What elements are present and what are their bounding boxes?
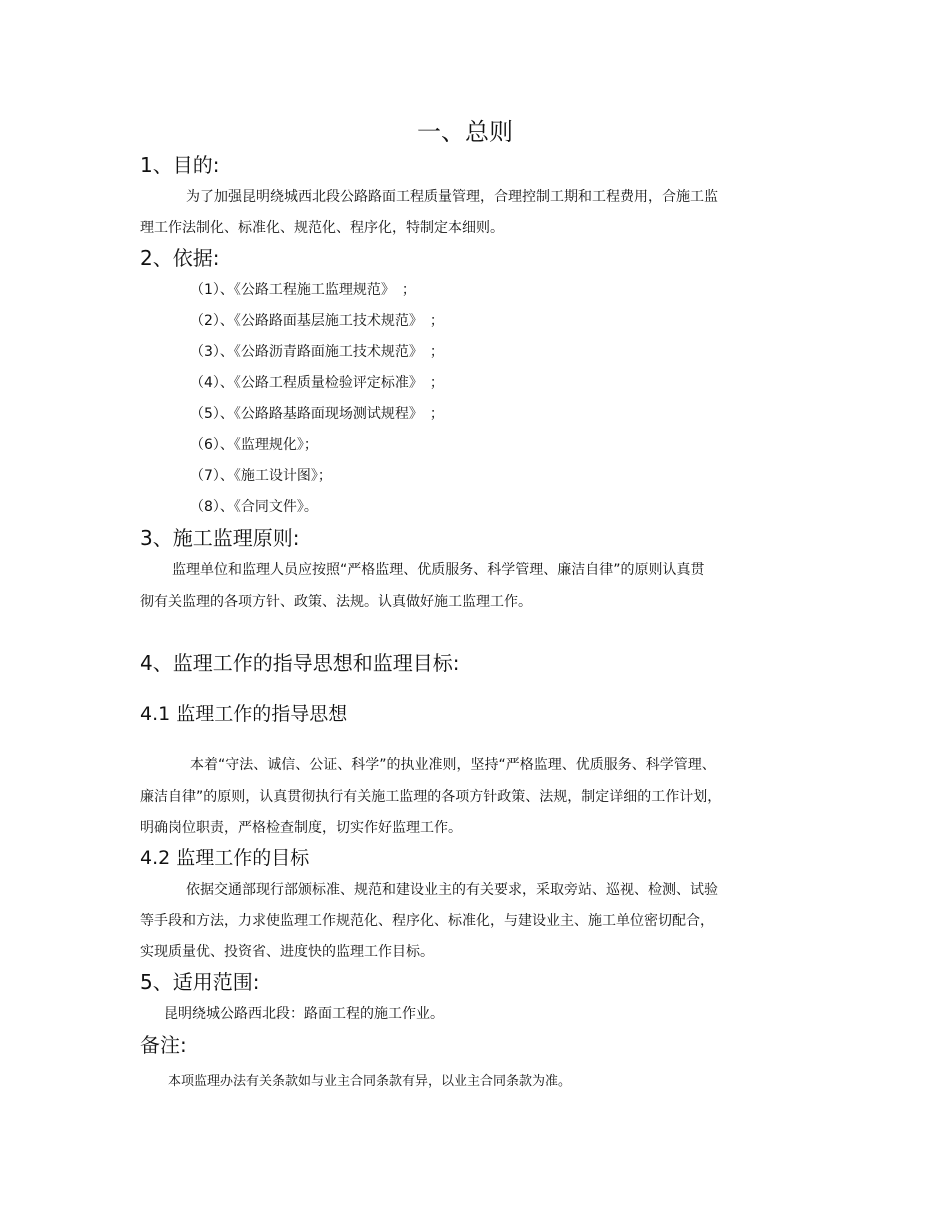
list-item: （1）、《公路工程施工监理规范》 ； — [190, 282, 416, 298]
paragraph-line: 理工作法制化、标准化、规范化、程序化，特制定本细则。 — [140, 220, 504, 236]
paragraph-line: 实现质量优、投资省、进度快的监理工作目标。 — [140, 944, 434, 960]
section-heading: 1、目的: — [140, 153, 220, 177]
subsection-heading: 4.2 监理工作的目标 — [140, 847, 310, 869]
section-heading: 4、监理工作的指导思想和监理目标: — [140, 651, 460, 675]
paragraph-line: 监理单位和监理人员应按照“严格监理、优质服务、科学管理、廉洁自律”的原则认真贯 — [172, 562, 705, 578]
section-heading: 3、施工监理原则: — [140, 526, 300, 550]
paragraph-line: 明确岗位职责，严格检查制度，切实作好监理工作。 — [140, 820, 462, 836]
list-item: （6）、《监理规化》； — [190, 437, 318, 453]
list-item: （3）、《公路沥青路面施工技术规范》 ； — [190, 344, 444, 360]
section-heading: 5、适用范围: — [140, 970, 260, 994]
paragraph-line: 本着“守法、诚信、公证、科学”的执业准则，坚持“严格监理、优质服务、科学管理、 — [190, 757, 716, 773]
paragraph-line: 等手段和方法，力求使监理工作规范化、程序化、标准化，与建设业主、施工单位密切配合， — [140, 913, 714, 929]
list-item: （8）、《合同文件》。 — [190, 499, 318, 515]
list-item: （5）、《公路路基路面现场测试规程》 ； — [190, 406, 444, 422]
list-item: （2）、《公路路面基层施工技术规范》 ； — [190, 313, 444, 329]
section-heading: 2、依据: — [140, 246, 220, 270]
list-item: （7）、《施工设计图》； — [190, 468, 332, 484]
subsection-heading: 4.1 监理工作的指导思想 — [140, 703, 348, 725]
list-item: （4）、《公路工程质量检验评定标准》 ； — [190, 375, 444, 391]
paragraph-line: 彻有关监理的各项方针、政策、法规。认真做好施工监理工作。 — [140, 594, 532, 610]
paragraph-line: 依据交通部现行部颁标准、规范和建设业主的有关要求，采取旁站、巡视、检测、试验 — [186, 882, 718, 898]
paragraph-line: 昆明绕城公路西北段：路面工程的施工作业。 — [164, 1006, 444, 1022]
note-heading: 备注: — [140, 1033, 187, 1057]
note-text: 本项监理办法有关条款如与业主合同条款有异，以业主合同条款为准。 — [168, 1074, 572, 1089]
paragraph-line: 为了加强昆明绕城西北段公路路面工程质量管理，合理控制工期和工程费用，合施工监 — [186, 189, 718, 205]
page-title: 一、总则 — [417, 118, 513, 146]
paragraph-line: 廉洁自律”的原则，认真贯彻执行有关施工监理的各项方针政策、法规，制定详细的工作计划， — [140, 789, 722, 805]
